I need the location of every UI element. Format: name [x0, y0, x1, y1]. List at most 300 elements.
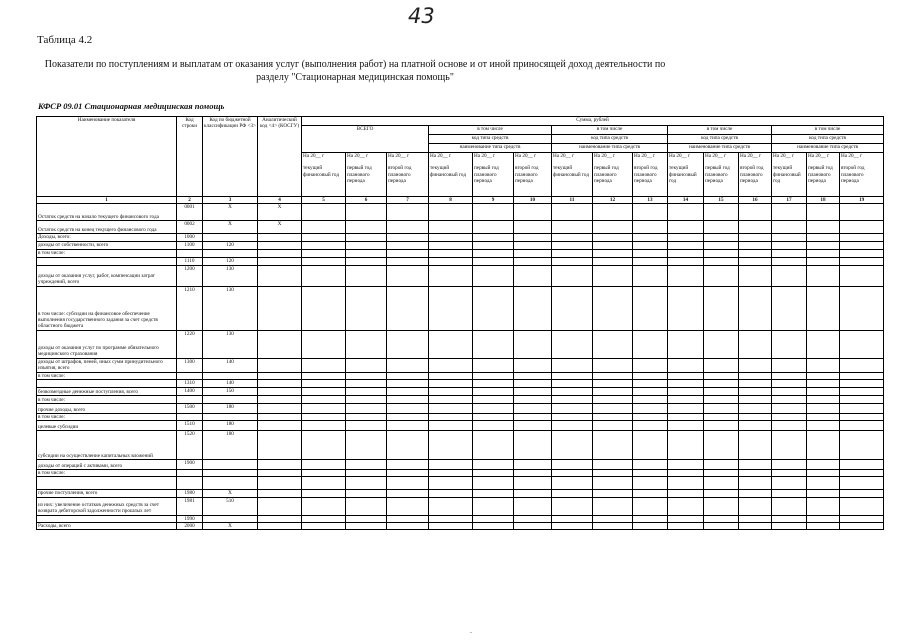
- amount-cell: [840, 497, 884, 515]
- amount-cell: [633, 221, 668, 234]
- header-year-label: На 20__ г: [669, 153, 691, 159]
- row-name: доходы от собственности, всего: [37, 241, 177, 249]
- amount-cell: [302, 234, 346, 241]
- row-code: 1310: [177, 379, 203, 387]
- amount-cell: [346, 372, 387, 379]
- amount-cell: [593, 421, 633, 431]
- row-kbk: [203, 249, 258, 257]
- row-kbk: 130: [203, 265, 258, 286]
- amount-cell: [704, 358, 739, 372]
- amount-cell: [593, 358, 633, 372]
- amount-cell: [302, 372, 346, 379]
- amount-cell: [552, 330, 593, 358]
- amount-cell: [302, 470, 346, 477]
- amount-cell: [772, 387, 807, 395]
- amount-cell: [704, 497, 739, 515]
- amount-cell: [704, 413, 739, 420]
- table-row: [37, 403, 884, 413]
- table-row: [37, 379, 884, 387]
- row-kosgu: [258, 497, 302, 515]
- amount-cell: [346, 497, 387, 515]
- row-kosgu: [258, 241, 302, 249]
- amount-cell: [302, 379, 346, 387]
- amount-cell: [840, 460, 884, 470]
- row-kosgu: Х: [258, 204, 302, 221]
- amount-cell: [593, 221, 633, 234]
- amount-cell: [633, 330, 668, 358]
- amount-cell: [552, 523, 593, 530]
- header-period-label: второй год планового периода: [634, 165, 658, 184]
- amount-cell: [346, 257, 387, 265]
- amount-cell: [387, 249, 429, 257]
- amount-cell: [840, 204, 884, 221]
- amount-cell: [387, 330, 429, 358]
- amount-cell: [514, 234, 552, 241]
- amount-cell: [473, 515, 514, 522]
- amount-cell: [704, 470, 739, 477]
- header-period-g3-2: [593, 153, 633, 197]
- column-number: 7: [387, 197, 429, 204]
- column-number: 12: [593, 197, 633, 204]
- amount-cell: [302, 395, 346, 403]
- header-line-code: Код строки: [177, 117, 203, 197]
- amount-cell: [807, 477, 840, 490]
- amount-cell: [473, 497, 514, 515]
- row-kosgu: [258, 387, 302, 395]
- header-period-label: текущий финансовый год: [553, 165, 589, 178]
- row-code: [177, 413, 203, 420]
- amount-cell: [704, 395, 739, 403]
- amount-cell: [840, 421, 884, 431]
- amount-cell: [772, 395, 807, 403]
- amount-cell: [429, 460, 473, 470]
- amount-cell: [840, 221, 884, 234]
- header-period-label: текущий финансовый год: [303, 165, 339, 178]
- header-year-label: На 20__ г: [740, 153, 762, 159]
- table-row: [37, 330, 884, 358]
- row-kosgu: [258, 477, 302, 490]
- table-row: [37, 523, 884, 530]
- amount-cell: [668, 395, 704, 403]
- amount-cell: [593, 257, 633, 265]
- row-name: доходы от штрафов, пеней, иных сумм принудительного изъятия, всего: [37, 358, 177, 372]
- amount-cell: [633, 265, 668, 286]
- row-kbk: 180: [203, 403, 258, 413]
- amount-cell: [633, 358, 668, 372]
- amount-cell: [593, 372, 633, 379]
- amount-cell: [668, 265, 704, 286]
- amount-cell: [807, 470, 840, 477]
- handwritten-page-number: 43: [408, 4, 435, 28]
- column-number: 13: [633, 197, 668, 204]
- amount-cell: [302, 204, 346, 221]
- amount-cell: [840, 234, 884, 241]
- amount-cell: [387, 490, 429, 497]
- amount-cell: [633, 234, 668, 241]
- amount-cell: [668, 372, 704, 379]
- amount-cell: [514, 387, 552, 395]
- amount-cell: [514, 470, 552, 477]
- amount-cell: [302, 221, 346, 234]
- amount-cell: [429, 523, 473, 530]
- amount-cell: [840, 477, 884, 490]
- amount-cell: [473, 477, 514, 490]
- amount-cell: [514, 372, 552, 379]
- amount-cell: [387, 421, 429, 431]
- header-period-label: первый год планового периода: [705, 165, 730, 184]
- row-kosgu: [258, 413, 302, 420]
- amount-cell: [346, 460, 387, 470]
- amount-cell: [807, 221, 840, 234]
- amount-cell: [840, 379, 884, 387]
- row-kosgu: [258, 330, 302, 358]
- amount-cell: [807, 421, 840, 431]
- amount-cell: [704, 490, 739, 497]
- row-kbk: [203, 372, 258, 379]
- amount-cell: [514, 421, 552, 431]
- row-kbk: 130: [203, 286, 258, 330]
- row-code: 1500: [177, 403, 203, 413]
- amount-cell: [668, 379, 704, 387]
- amount-cell: [807, 257, 840, 265]
- amount-cell: [473, 204, 514, 221]
- amount-cell: [473, 523, 514, 530]
- amount-cell: [739, 204, 772, 221]
- row-name: доходы от оказания услуг по программе обязательного медицинского страхования: [37, 330, 177, 358]
- amount-cell: [429, 387, 473, 395]
- row-name: доходы от операций с активами, всего: [37, 460, 177, 470]
- amount-cell: [772, 234, 807, 241]
- header-period-label: второй год планового периода: [841, 165, 865, 184]
- amount-cell: [593, 249, 633, 257]
- amount-cell: [633, 421, 668, 431]
- amount-cell: [668, 460, 704, 470]
- amount-cell: [552, 395, 593, 403]
- amount-cell: [429, 241, 473, 249]
- amount-cell: [429, 497, 473, 515]
- header-fund-code-3: код типа средств: [668, 135, 772, 144]
- header-fund-name-1: наименование типа средств: [429, 144, 552, 153]
- amount-cell: [302, 249, 346, 257]
- row-code: 1520: [177, 431, 203, 460]
- table-row: [37, 234, 884, 241]
- table-row: [37, 470, 884, 477]
- amount-cell: [593, 265, 633, 286]
- row-name: субсидии на осуществление капитальных вложений: [37, 431, 177, 460]
- row-kosgu: [258, 403, 302, 413]
- amount-cell: [633, 497, 668, 515]
- amount-cell: [387, 234, 429, 241]
- header-period-label: текущий финансовый год: [669, 165, 697, 184]
- amount-cell: [473, 286, 514, 330]
- amount-cell: [772, 490, 807, 497]
- amount-cell: [593, 460, 633, 470]
- amount-cell: [633, 286, 668, 330]
- amount-cell: [473, 234, 514, 241]
- amount-cell: [772, 413, 807, 420]
- row-code: [177, 249, 203, 257]
- amount-cell: [346, 387, 387, 395]
- amount-cell: [704, 221, 739, 234]
- amount-cell: [704, 372, 739, 379]
- row-name: [37, 257, 177, 265]
- row-kbk: 120: [203, 257, 258, 265]
- amount-cell: [807, 234, 840, 241]
- column-number: 15: [704, 197, 739, 204]
- row-name: Остаток средств на конец текущего финансового года: [37, 221, 177, 234]
- table-row: [37, 257, 884, 265]
- table-row: [37, 241, 884, 249]
- amount-cell: [429, 221, 473, 234]
- amount-cell: [429, 257, 473, 265]
- amount-cell: [739, 330, 772, 358]
- amount-cell: [840, 265, 884, 286]
- amount-cell: [346, 431, 387, 460]
- amount-cell: [633, 372, 668, 379]
- header-incl-1: в том числе: [429, 126, 552, 135]
- amount-cell: [346, 413, 387, 420]
- amount-cell: [668, 387, 704, 395]
- column-number: 10: [514, 197, 552, 204]
- amount-cell: [704, 379, 739, 387]
- amount-cell: [739, 460, 772, 470]
- amount-cell: [473, 257, 514, 265]
- amount-cell: [429, 470, 473, 477]
- amount-cell: [739, 515, 772, 522]
- header-period-g1-3: [387, 153, 429, 197]
- amount-cell: [739, 234, 772, 241]
- amount-cell: [840, 257, 884, 265]
- amount-cell: [593, 431, 633, 460]
- amount-cell: [514, 204, 552, 221]
- amount-cell: [807, 387, 840, 395]
- amount-cell: [739, 477, 772, 490]
- amount-cell: [302, 490, 346, 497]
- amount-cell: [593, 330, 633, 358]
- table-row: [37, 477, 884, 490]
- row-code: 1100: [177, 241, 203, 249]
- header-fund-code-1: код типа средств: [429, 135, 552, 144]
- header-year-label: На 20__ г: [430, 153, 452, 159]
- amount-cell: [514, 379, 552, 387]
- amount-cell: [840, 490, 884, 497]
- row-kosgu: Х: [258, 221, 302, 234]
- amount-cell: [772, 421, 807, 431]
- row-kbk: 140: [203, 379, 258, 387]
- amount-cell: [739, 286, 772, 330]
- amount-cell: [429, 330, 473, 358]
- column-number: 16: [739, 197, 772, 204]
- row-kosgu: [258, 395, 302, 403]
- amount-cell: [346, 234, 387, 241]
- amount-cell: [552, 413, 593, 420]
- amount-cell: [772, 265, 807, 286]
- table-row: [37, 421, 884, 431]
- amount-cell: [514, 358, 552, 372]
- header-year-label: На 20__ г: [808, 153, 830, 159]
- amount-cell: [514, 241, 552, 249]
- row-code: 0002: [177, 221, 203, 234]
- amount-cell: [552, 286, 593, 330]
- column-number: 6: [346, 197, 387, 204]
- amount-cell: [387, 204, 429, 221]
- amount-cell: [668, 241, 704, 249]
- amount-cell: [704, 330, 739, 358]
- amount-cell: [552, 387, 593, 395]
- row-name: из них: увеличение остатков денежных средств за счет возврата дебиторской задолженности прошлых лет: [37, 497, 177, 515]
- header-year-label: На 20__ г: [773, 153, 795, 159]
- amount-cell: [346, 421, 387, 431]
- row-kosgu: [258, 470, 302, 477]
- amount-cell: [429, 379, 473, 387]
- row-name: [37, 379, 177, 387]
- header-fund-code-4: код типа средств: [772, 135, 884, 144]
- amount-cell: [668, 523, 704, 530]
- header-year-label: На 20__ г: [594, 153, 616, 159]
- amount-cell: [807, 497, 840, 515]
- row-code: 1510: [177, 421, 203, 431]
- amount-cell: [807, 330, 840, 358]
- amount-cell: [302, 330, 346, 358]
- amount-cell: [807, 249, 840, 257]
- row-code: 2000: [177, 523, 203, 530]
- header-total: ВСЕГО: [302, 126, 429, 153]
- row-code: 1210: [177, 286, 203, 330]
- row-kosgu: [258, 379, 302, 387]
- amount-cell: [840, 249, 884, 257]
- amount-cell: [429, 249, 473, 257]
- amount-cell: [807, 286, 840, 330]
- amount-cell: [739, 379, 772, 387]
- amount-cell: [704, 431, 739, 460]
- amount-cell: [387, 358, 429, 372]
- row-name: в том числе:: [37, 372, 177, 379]
- amount-cell: [514, 460, 552, 470]
- header-year-label: На 20__ г: [515, 153, 537, 159]
- amount-cell: [840, 286, 884, 330]
- row-name: Расходы, всего: [37, 523, 177, 530]
- amount-cell: [668, 234, 704, 241]
- amount-cell: [739, 497, 772, 515]
- amount-cell: [633, 515, 668, 522]
- header-year-label: На 20__ г: [303, 153, 325, 159]
- amount-cell: [704, 421, 739, 431]
- amount-cell: [739, 358, 772, 372]
- amount-cell: [552, 204, 593, 221]
- amount-cell: [668, 515, 704, 522]
- row-kosgu: [258, 372, 302, 379]
- amount-cell: [772, 403, 807, 413]
- table-row: [37, 395, 884, 403]
- amount-cell: [302, 413, 346, 420]
- row-code: 1980: [177, 490, 203, 497]
- header-period-g2-3: [514, 153, 552, 197]
- amount-cell: [739, 265, 772, 286]
- row-kbk: [203, 460, 258, 470]
- column-number: 14: [668, 197, 704, 204]
- amount-cell: [473, 372, 514, 379]
- amount-cell: [668, 477, 704, 490]
- amount-cell: [840, 241, 884, 249]
- table-label: Таблица 4.2: [37, 34, 93, 46]
- amount-cell: [387, 431, 429, 460]
- row-name: прочие доходы, всего: [37, 403, 177, 413]
- amount-cell: [668, 413, 704, 420]
- header-period-g4-2: [704, 153, 739, 197]
- header-incl-3: в том числе: [668, 126, 772, 135]
- amount-cell: [552, 515, 593, 522]
- kfsr-heading: КФСР 09.01 Стационарная медицинская помощь: [38, 101, 225, 111]
- table-row: [37, 515, 884, 522]
- column-number: 5: [302, 197, 346, 204]
- amount-cell: [704, 477, 739, 490]
- row-name: доходы от оказания услуг, работ, компенсации затрат учреждений, всего: [37, 265, 177, 286]
- header-period-label: второй год планового периода: [388, 165, 412, 184]
- amount-cell: [807, 515, 840, 522]
- amount-cell: [807, 523, 840, 530]
- amount-cell: [668, 330, 704, 358]
- row-code: 1400: [177, 387, 203, 395]
- amount-cell: [302, 286, 346, 330]
- amount-cell: [668, 403, 704, 413]
- amount-cell: [429, 358, 473, 372]
- header-year-label: На 20__ г: [474, 153, 496, 159]
- amount-cell: [633, 403, 668, 413]
- amount-cell: [302, 241, 346, 249]
- amount-cell: [387, 265, 429, 286]
- amount-cell: [807, 241, 840, 249]
- amount-cell: [552, 421, 593, 431]
- amount-cell: [593, 413, 633, 420]
- amount-cell: [633, 257, 668, 265]
- amount-cell: [772, 286, 807, 330]
- amount-cell: [739, 221, 772, 234]
- amount-cell: [302, 257, 346, 265]
- amount-cell: [704, 249, 739, 257]
- amount-cell: [668, 431, 704, 460]
- amount-cell: [346, 395, 387, 403]
- amount-cell: [840, 358, 884, 372]
- column-number: 18: [807, 197, 840, 204]
- amount-cell: [514, 431, 552, 460]
- header-period-g5-2: [807, 153, 840, 197]
- amount-cell: [739, 249, 772, 257]
- amount-cell: [387, 241, 429, 249]
- amount-cell: [739, 403, 772, 413]
- amount-cell: [772, 241, 807, 249]
- amount-cell: [772, 372, 807, 379]
- amount-cell: [302, 431, 346, 460]
- header-year-label: На 20__ г: [347, 153, 369, 159]
- amount-cell: [739, 470, 772, 477]
- amount-cell: [772, 515, 807, 522]
- header-period-label: первый год планового периода: [808, 165, 833, 184]
- amount-cell: [552, 234, 593, 241]
- amount-cell: [552, 265, 593, 286]
- amount-cell: [429, 265, 473, 286]
- amount-cell: [704, 403, 739, 413]
- amount-cell: [807, 358, 840, 372]
- amount-cell: [739, 431, 772, 460]
- header-period-label: второй год планового периода: [740, 165, 764, 184]
- row-kosgu: [258, 421, 302, 431]
- amount-cell: [552, 249, 593, 257]
- scan-mark: .: [470, 626, 472, 635]
- amount-cell: [840, 515, 884, 522]
- amount-cell: [346, 204, 387, 221]
- row-name: в том числе:: [37, 470, 177, 477]
- row-kosgu: [258, 265, 302, 286]
